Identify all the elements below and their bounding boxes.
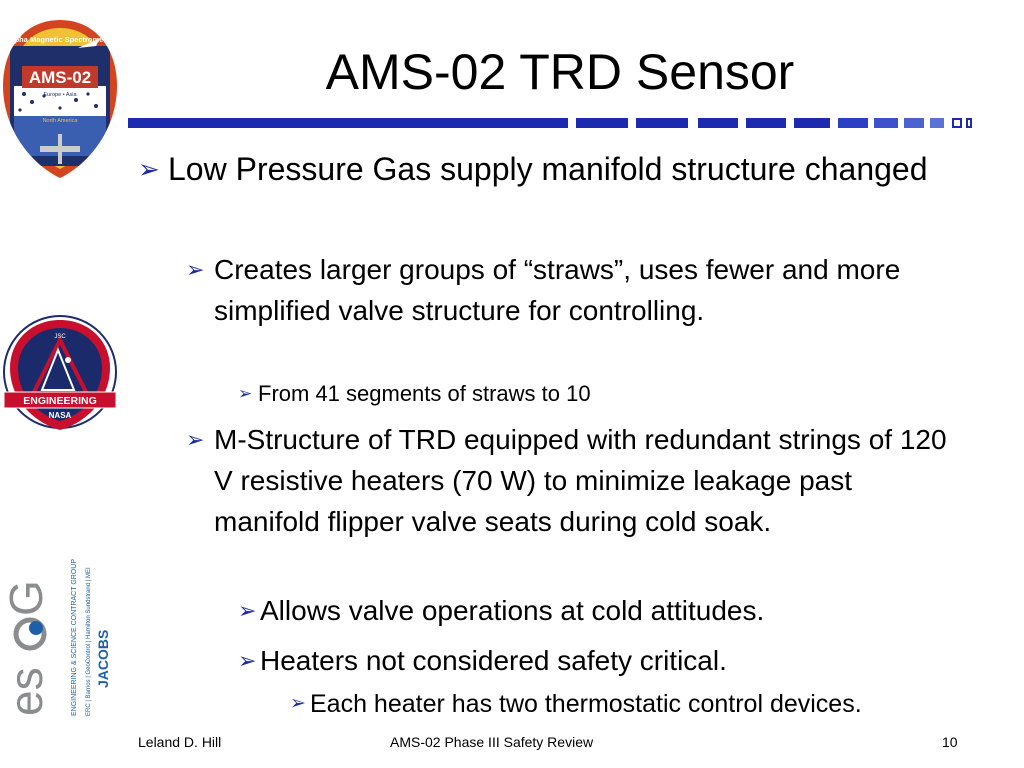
slide-title: AMS-02 TRD Sensor xyxy=(325,44,795,100)
jacobs-brand-text: JACOBS xyxy=(95,629,111,688)
bullet-text: Each heater has two thermostatic control devices. xyxy=(310,690,862,718)
nasa-band-text: ENGINEERING xyxy=(23,395,97,407)
esg-mark-g: G xyxy=(0,580,52,616)
bullet-text: Low Pressure Gas supply manifold structure changed xyxy=(168,151,928,187)
bullet-arrow-icon: ➢ xyxy=(238,598,257,623)
nasa-engineering-logo xyxy=(0,310,120,435)
bullet-arrow-icon: ➢ xyxy=(238,648,257,673)
bullet-arrow-icon: ➢ xyxy=(138,154,160,184)
ams-main-text: AMS-02 xyxy=(28,68,92,87)
bullet-arrow-icon: ➢ xyxy=(238,384,253,403)
title-divider-bar xyxy=(128,118,988,130)
bullet-text: From 41 segments of straws to 10 xyxy=(258,381,591,406)
nasa-top-text: JSC xyxy=(54,334,66,340)
ams-02-patch-logo xyxy=(0,16,120,181)
esg-vertical-text-1: ENGINEERING & SCIENCE CONTRACT GROUP xyxy=(71,558,78,716)
bullet-text: Creates larger groups of “straws”, uses fewer and more simplified valve structure for controlling. xyxy=(214,254,901,326)
bullet-arrow-icon: ➢ xyxy=(186,257,205,282)
esg-vertical-text-2: ERC | Barrios | GeoControl | Hamilton Sundstrand | MEI xyxy=(86,567,92,716)
bullet-text: M-Structure of TRD equipped with redundant strings of 120 V resistive heaters (70 W) to minimize leakage past manifold flipper valve seats during cold soak. xyxy=(214,424,947,537)
footer-author: Leland D. Hill xyxy=(138,734,222,750)
esg-jacobs-logo xyxy=(0,538,120,722)
bullet-text: Heaters not considered safety critical. xyxy=(260,645,727,676)
ams-lower-text: North America xyxy=(42,118,78,124)
footer-review-title: AMS-02 Phase III Safety Review xyxy=(390,734,594,750)
footer-page-number: 10 xyxy=(942,734,958,750)
ams-arc-text: Alpha Magnetic Spectrometer xyxy=(7,35,113,44)
nasa-bottom-text: NASA xyxy=(48,411,72,420)
esg-mark-text: es xyxy=(0,667,52,716)
bullet-text: Allows valve operations at cold attitudes. xyxy=(260,595,765,626)
bullet-arrow-icon: ➢ xyxy=(290,693,306,714)
bullet-arrow-icon: ➢ xyxy=(186,427,205,452)
ams-region-text: Europe • Asia xyxy=(43,92,77,98)
